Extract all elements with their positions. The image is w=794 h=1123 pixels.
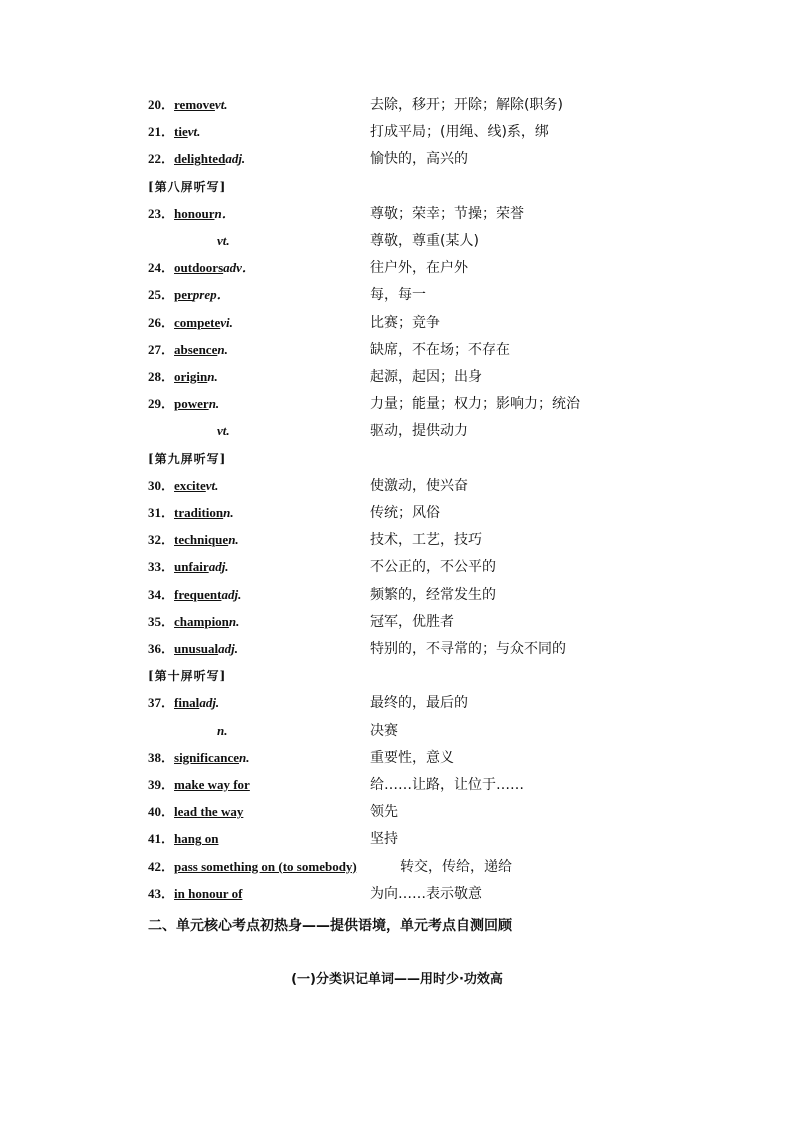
entry-number: 43． [148, 885, 175, 901]
entry-meaning: 每，每一 [370, 287, 426, 304]
entry-number: 30． [148, 477, 175, 493]
entry-meaning: 重要性，意义 [370, 749, 454, 766]
entry-meaning: 冠军，优胜者 [370, 613, 454, 630]
entry-meaning: 特别的，不寻常的；与众不同的 [370, 641, 566, 657]
entry-word: final [174, 695, 200, 711]
vocab-entry [148, 204, 748, 224]
entry-word: lead the way [174, 804, 244, 820]
entry-part-of-speech: n. [239, 749, 250, 765]
entry-meaning: 转交，传给，递给 [400, 858, 512, 875]
vocab-entry [148, 122, 748, 142]
entry-part-of-speech: adj. [218, 641, 238, 656]
entry-meaning: 比赛；竞争 [370, 314, 440, 331]
entry-number: 22． [148, 151, 175, 167]
entry-word: pass something on (to somebody) [174, 858, 357, 874]
entry-meaning: 频繁的，经常发生的 [370, 586, 496, 603]
entry-word: power [174, 396, 209, 412]
entry-part-of-speech: vt. [217, 233, 230, 248]
entry-meaning: 技术，工艺，技巧 [370, 532, 482, 549]
entry-part-of-speech: n. [208, 396, 220, 412]
entry-meaning: 不公正的，不公平的 [370, 559, 496, 576]
vocab-entry [148, 612, 748, 632]
entry-part-of-speech: vt. [217, 423, 230, 439]
vocab-sub-entry [148, 231, 748, 251]
entry-number: 31． [148, 505, 175, 520]
entry-meaning: 决赛 [370, 722, 398, 739]
entry-number: 40． [148, 804, 175, 820]
entry-word: per [174, 287, 193, 303]
entry-number: 38． [148, 749, 175, 765]
vocab-entry [148, 394, 748, 414]
entry-number: 27． [148, 341, 175, 357]
entry-word: origin [174, 369, 208, 384]
entry-word: hang on [174, 831, 219, 847]
entry-meaning: 领先 [370, 804, 398, 821]
dictation-section-label [148, 177, 748, 197]
section-label: [第八屏听写] [148, 179, 227, 194]
entry-meaning: 力量；能量；权力；影响力；统治 [370, 396, 580, 413]
vocab-entry [148, 557, 748, 577]
entry-word: honour [174, 205, 215, 221]
entry-number: 35． [148, 613, 175, 629]
entry-meaning: 驱动，提供动力 [370, 423, 468, 440]
entry-word: outdoors [174, 260, 224, 276]
entry-part-of-speech: n. [223, 505, 234, 520]
entry-meaning: 传统；风俗 [370, 505, 440, 521]
vocab-entry [148, 367, 748, 387]
entry-meaning: 去除，移开；开除；解除(职务) [370, 97, 563, 113]
entry-number: 34． [148, 586, 175, 602]
vocab-entry [148, 857, 748, 877]
entry-word: remove [174, 97, 215, 112]
entry-part-of-speech: adj. [221, 586, 242, 602]
entry-meaning: 使激动，使兴奋 [370, 477, 468, 494]
entry-number: 23． [148, 205, 175, 221]
vocab-entry [148, 748, 748, 768]
entry-meaning: 坚持 [370, 831, 398, 848]
entry-number: 24． [148, 260, 175, 276]
vocab-entry [148, 313, 748, 333]
entry-part-of-speech: adj. [208, 559, 229, 575]
entry-part-of-speech: prep． [192, 287, 230, 303]
entry-meaning: 尊敬；荣幸；节操；荣誉 [370, 205, 524, 222]
entry-part-of-speech: n． [214, 205, 235, 221]
entry-number: 41． [148, 831, 175, 847]
section-label: [第九屏听写] [148, 451, 227, 466]
vocab-entry [148, 829, 748, 849]
entry-number: 42． [148, 858, 175, 874]
entry-word: in honour of [174, 885, 243, 901]
entry-word: tie [174, 124, 188, 140]
vocab-entry [148, 285, 748, 305]
entry-part-of-speech: n. [228, 532, 239, 548]
entry-number: 26． [148, 314, 175, 330]
entry-part-of-speech: vi. [220, 314, 233, 330]
entry-word: tradition [174, 505, 224, 520]
entry-meaning: 最终的，最后的 [370, 695, 468, 712]
entry-part-of-speech: n. [217, 341, 228, 357]
entry-word: delighted [174, 151, 226, 167]
entry-word: champion [174, 613, 229, 629]
entry-meaning: 起源，起因；出身 [370, 369, 482, 385]
entry-meaning: 往户外，在户外 [370, 260, 468, 277]
entry-part-of-speech: adv． [223, 260, 255, 276]
section-subtitle: (一)分类识记单词——用时少·功效高 [291, 972, 503, 987]
entry-part-of-speech: adj. [199, 695, 220, 711]
vocab-entry [148, 775, 748, 795]
entry-number: 28． [148, 369, 175, 384]
entry-number: 20． [148, 97, 175, 112]
entry-word: unfair [174, 559, 209, 575]
entry-part-of-speech: vt. [205, 477, 219, 493]
vocab-entry [148, 639, 748, 659]
vocab-entry [148, 340, 748, 360]
entry-number: 39． [148, 777, 175, 792]
entry-meaning: 缺席，不在场；不存在 [370, 341, 510, 358]
entry-number: 29． [148, 396, 175, 412]
vocab-entry [148, 476, 748, 496]
entry-word: make way for [174, 777, 250, 792]
vocab-entry [148, 884, 748, 904]
vocab-entry [148, 802, 748, 822]
entry-word: significance [174, 749, 240, 765]
entry-number: 32． [148, 532, 175, 548]
entry-meaning: 给……让路，让位于…… [370, 777, 524, 793]
vocab-sub-entry [148, 721, 748, 741]
vocab-entry [148, 530, 748, 550]
entry-word: frequent [174, 586, 222, 602]
vocab-sub-entry [148, 421, 748, 441]
vocab-entry [148, 95, 748, 115]
entry-part-of-speech: vt. [187, 124, 201, 140]
section-heading: 二、单元核心考点初热身——提供语境，单元考点自测回顾 [148, 918, 512, 934]
entry-meaning: 打成平局；(用绳、线)系，绑 [370, 124, 549, 141]
vocab-entry [148, 503, 748, 523]
dictation-section-label [148, 666, 748, 686]
entry-meaning: 尊敬，尊重(某人) [370, 233, 479, 249]
entry-word: absence [174, 341, 218, 357]
entry-number: 25． [148, 287, 175, 303]
entry-meaning: 为向……表示敬意 [370, 885, 482, 902]
entry-meaning: 愉快的，高兴的 [370, 151, 468, 168]
vocab-entry [148, 258, 748, 278]
entry-part-of-speech: adj. [225, 151, 246, 167]
vocab-entry [148, 693, 748, 713]
entry-part-of-speech: n. [228, 613, 240, 629]
entry-word: technique [174, 532, 229, 548]
vocab-entry [148, 585, 748, 605]
dictation-section-label [148, 449, 748, 469]
entry-part-of-speech: vt. [214, 97, 228, 112]
section-label: [第十屏听写] [148, 669, 227, 684]
entry-number: 37． [148, 695, 175, 711]
vocab-entry [148, 149, 748, 169]
entry-number: 36． [148, 641, 175, 656]
entry-word: unusual [174, 641, 219, 656]
entry-number: 33． [148, 559, 175, 575]
entry-word: compete [174, 314, 221, 330]
entry-word: excite [174, 477, 206, 493]
entry-number: 21． [148, 124, 175, 140]
entry-part-of-speech: n. [207, 369, 218, 384]
entry-part-of-speech: n. [217, 722, 228, 738]
